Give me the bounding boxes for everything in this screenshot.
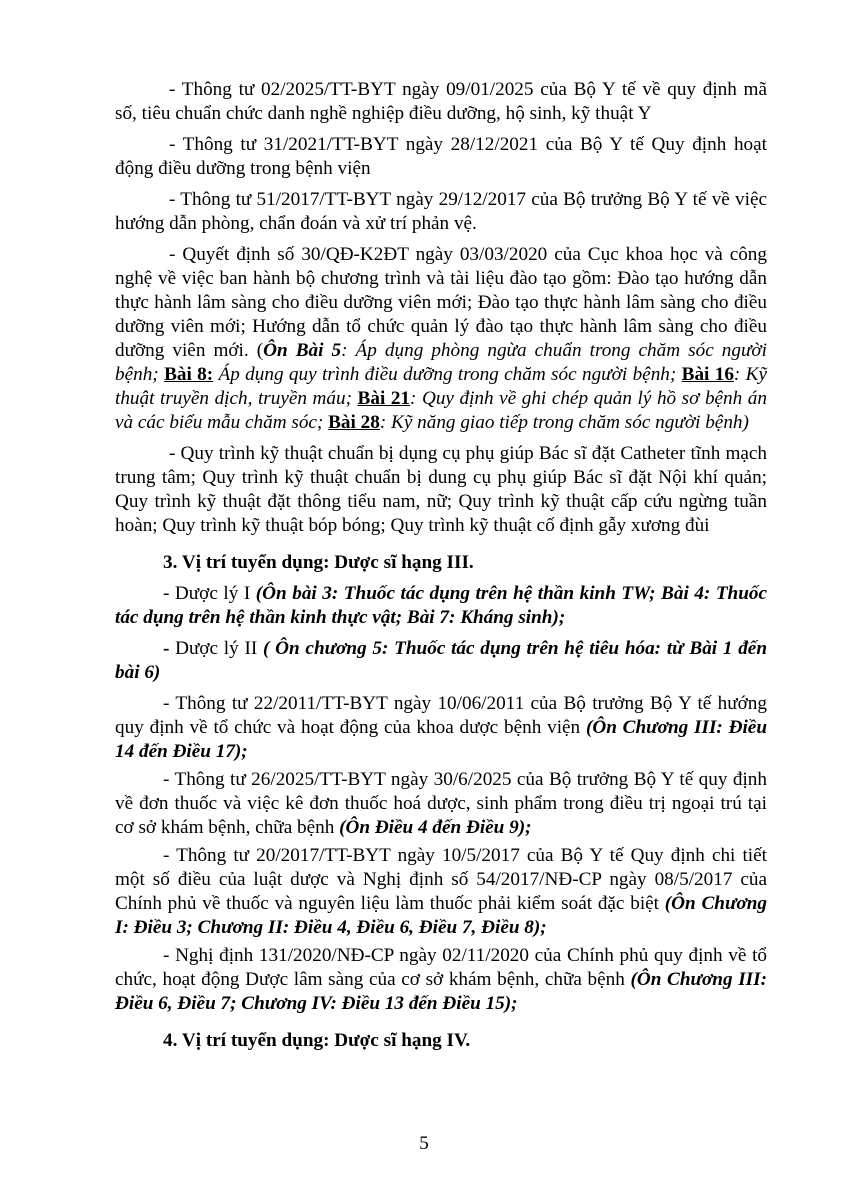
paragraph-pharmacology-1	[115, 582, 767, 630]
lesson-16-text: : Kỹ thuật truyền dịch, truyền máu;	[115, 364, 767, 409]
paragraph-circular-20-2017	[115, 844, 767, 940]
document-page	[115, 78, 767, 1053]
pharmacology-1-review: (Ôn bài 3: Thuốc tác dụng trên hệ thần kinh TW; Bài 4: Thuốc tác dụng trên hệ thần kinh thực vật; Bài 7: Kháng sinh);	[115, 583, 768, 628]
circular-26-review: (Ôn Điều 4 đến Điều 9);	[339, 817, 532, 838]
circular-22-review: (Ôn Chương III: Điều 14 đến Điều 17);	[115, 717, 767, 762]
decree-131-lead: - Nghị định 131/2020/NĐ-CP ngày 02/11/2020 của Chính phủ quy định về tổ chức, hoạt động Dược lâm sàng của cơ sở khám bệnh, chữa bệnh	[115, 945, 767, 990]
lesson-16-label: Bài 16	[681, 364, 734, 385]
circular-20-lead: - Thông tư 20/2017/TT-BYT ngày 10/5/2017 của Bộ Y tế Quy định chi tiết một số điều của luật dược và Nghị định số 54/2017/NĐ-CP ngày 08/5/2017 của Chính phủ về thuốc và nguyên liệu làm thuốc phải kiểm soát đặc biệt	[115, 845, 767, 914]
paragraph-circular-22-2011	[115, 692, 767, 764]
lesson-5-text: : Áp dụng phòng ngừa chuẩn trong chăm sóc người bệnh;	[115, 340, 767, 385]
lesson-21-label: Bài 21	[357, 388, 411, 409]
heading-pharmacist-grade-4: 4. Vị trí tuyển dụng: Dược sĩ hạng IV.	[163, 1030, 471, 1051]
circular-26-lead: - Thông tư 26/2025/TT-BYT ngày 30/6/2025 của Bộ trưởng Bộ Y tế quy định về đơn thuốc và việc kê đơn thuốc hoá dược, sinh phẩm trong điều trị ngoại trú tại cơ sở khám bệnh, chữa bệnh	[115, 769, 767, 838]
lesson-8-label: Bài 8:	[164, 364, 214, 385]
lesson-21-text: : Quy định về ghi chép quản lý hồ sơ bệnh án và các biểu mẫu chăm sóc;	[115, 388, 767, 433]
pharmacology-2-dash: -	[163, 638, 170, 659]
pharmacology-2-lead: Dược lý II	[169, 638, 264, 659]
paragraph-circular-26-2025	[115, 768, 767, 840]
lesson-28-label: Bài 28	[328, 412, 380, 433]
paragraph-circular-31-2021: - Thông tư 31/2021/TT-BYT ngày 28/12/2021 của Bộ Y tế Quy định hoạt động điều dưỡng trong bệnh viện	[115, 134, 767, 179]
review-lesson-5: Ôn Bài 5	[263, 340, 342, 361]
decision-intro: - Quyết định số 30/QĐ-K2ĐT ngày 03/03/2020 của Cục khoa học và công nghệ về việc ban hành bộ chương trình và tài liệu đào tạo gồm: Đào tạo hướng dẫn thực hành lâm sàng cho điều dưỡng viên mới; Đào tạo thực hành lâm sàng cho điều dưỡng viên mới; Hướng dẫn tổ chức quản lý đào tạo thực hành lâm sàng cho điều dưỡng viên mới. (	[115, 244, 767, 361]
paragraph-decision-30-2020	[115, 243, 767, 435]
pharmacology-1-lead: - Dược lý I	[163, 583, 256, 604]
decree-131-review: (Ôn Chương III: Điều 6, Điều 7; Chương IV: Điều 13 đến Điều 15);	[115, 969, 767, 1014]
paragraph-decree-131-2020	[115, 944, 767, 1016]
lesson-8-text: Áp dụng quy trình điều dưỡng trong chăm sóc người bệnh;	[213, 364, 682, 385]
pharmacology-2-review: ( Ôn chương 5: Thuốc tác dụng trên hệ tiêu hóa: từ Bài 1 đến bài 6)	[115, 638, 767, 683]
paragraph-circular-02-2025: - Thông tư 02/2025/TT-BYT ngày 09/01/2025 của Bộ Y tế về quy định mã số, tiêu chuẩn chức danh nghề nghiệp điều dưỡng, hộ sinh, kỹ thuật Y	[115, 79, 767, 124]
page-number: 5	[419, 1133, 429, 1154]
paragraph-circular-51-2017: - Thông tư 51/2017/TT-BYT ngày 29/12/2017 của Bộ trưởng Bộ Y tế về việc hướng dẫn phòng, chẩn đoán và xử trí phản vệ.	[115, 189, 767, 234]
heading-pharmacist-grade-3: 3. Vị trí tuyển dụng: Dược sĩ hạng III.	[163, 552, 474, 573]
circular-20-review: (Ôn Chương I: Điều 3; Chương II: Điều 4, Điều 6, Điều 7, Điều 8);	[115, 893, 768, 938]
paragraph-procedures: - Quy trình kỹ thuật chuẩn bị dụng cụ phụ giúp Bác sĩ đặt Catheter tĩnh mạch trung tâm; Quy trình kỹ thuật chuẩn bị dung cụ phụ giúp Bác sĩ đặt Nội khí quản; Quy trình kỹ thuật đặt thông tiểu nam, nữ; Quy trình kỹ thuật cấp cứu ngừng tuần hoàn; Quy trình kỹ thuật bóp bóng; Quy trình kỹ thuật cố định gẫy xương đùi	[115, 443, 767, 536]
circular-22-lead: - Thông tư 22/2011/TT-BYT ngày 10/06/2011 của Bộ trưởng Bộ Y tế hướng quy định về tổ chức và hoạt động của khoa dược bệnh viện	[115, 693, 767, 738]
lesson-28-text: : Kỹ năng giao tiếp trong chăm sóc người bệnh)	[379, 412, 749, 433]
paragraph-pharmacology-2	[115, 637, 767, 685]
